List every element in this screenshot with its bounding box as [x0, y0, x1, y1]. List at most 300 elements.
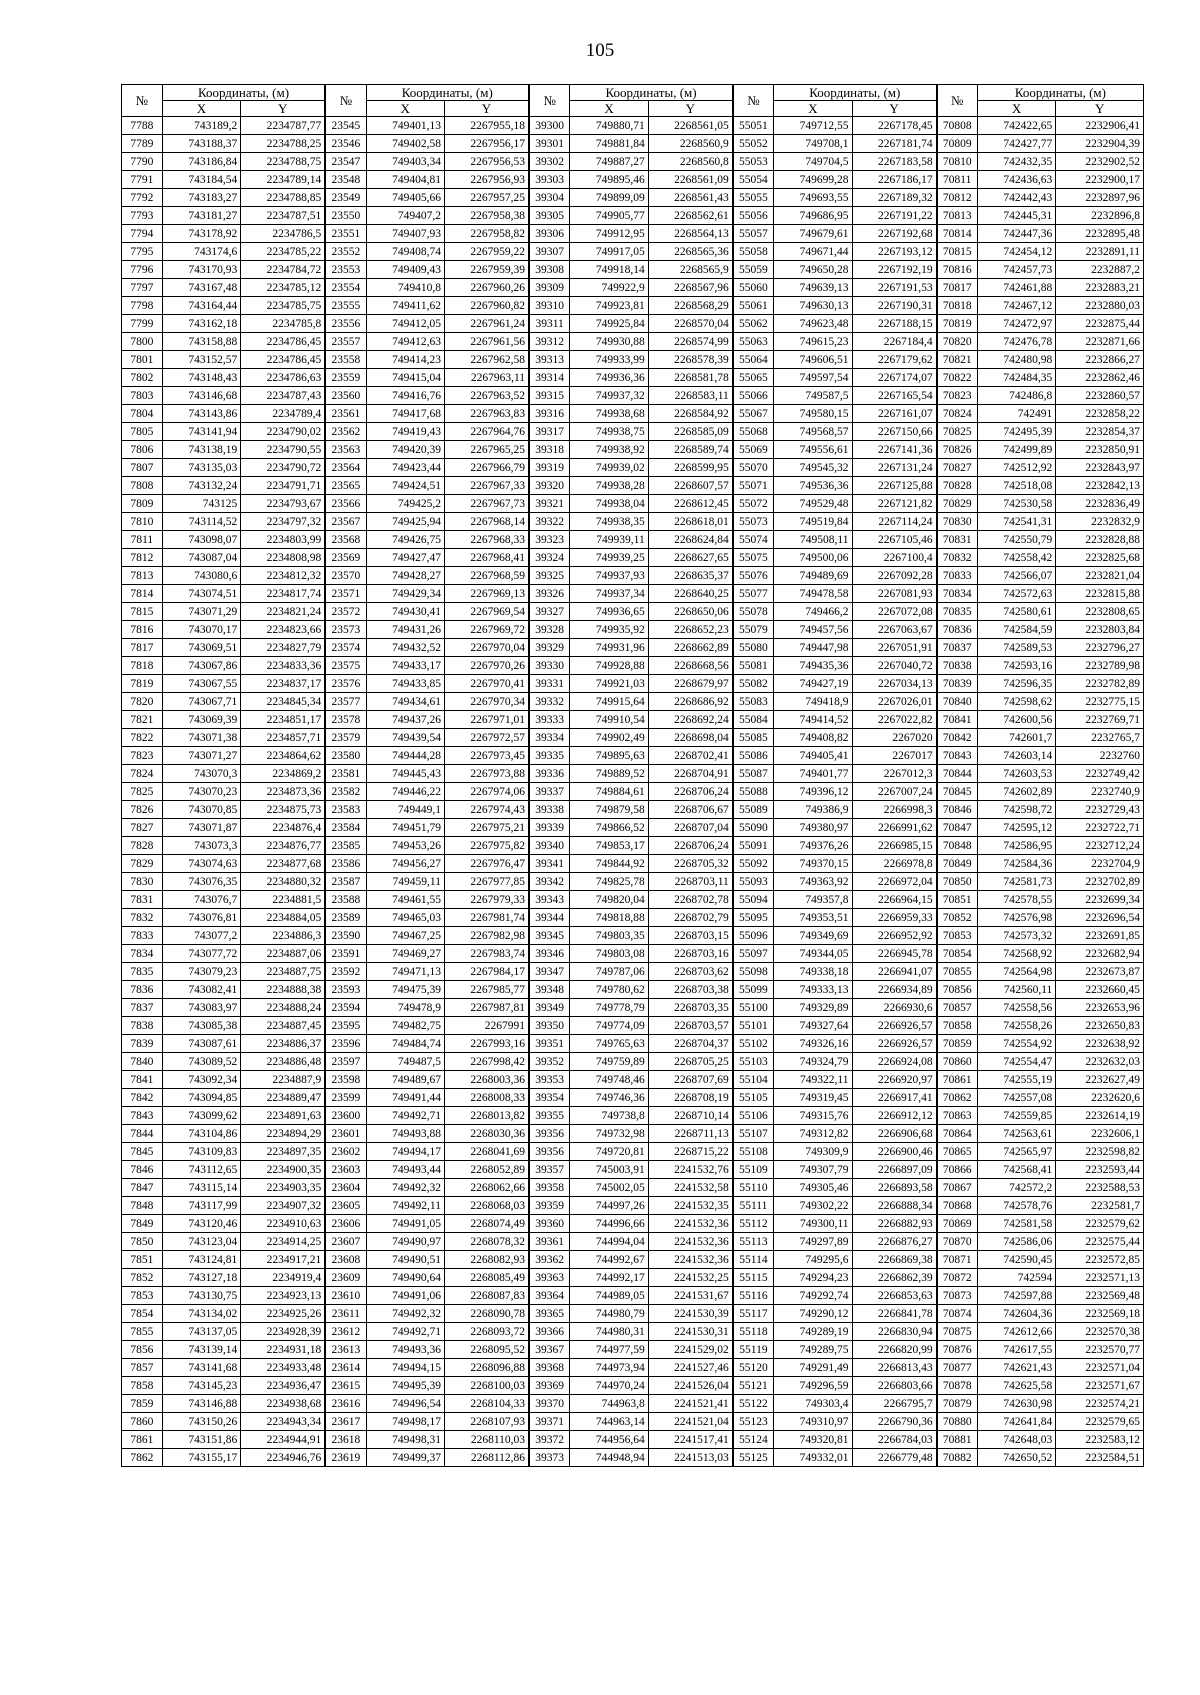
coord-y: 2268561,09 — [648, 171, 733, 189]
coord-x: 749332,01 — [774, 1449, 852, 1467]
coord-x: 742581,58 — [977, 1215, 1055, 1233]
coord-y: 2267958,38 — [444, 207, 529, 225]
table-row — [122, 1251, 1144, 1269]
coord-y: 2268585,09 — [648, 423, 733, 441]
coord-x: 743114,52 — [162, 513, 240, 531]
table-row — [122, 549, 1144, 567]
coord-y: 2267184,4 — [852, 333, 937, 351]
point-number: 39357 — [529, 1161, 570, 1179]
point-number: 55074 — [733, 531, 774, 549]
coord-y: 2266964,15 — [852, 891, 937, 909]
point-number: 39370 — [529, 1395, 570, 1413]
coord-y: 2232821,04 — [1056, 567, 1144, 585]
point-number: 7819 — [122, 675, 163, 693]
coord-y: 2268104,33 — [444, 1395, 529, 1413]
coord-x: 749499,37 — [366, 1449, 444, 1467]
coord-x: 749305,46 — [774, 1179, 852, 1197]
coord-y: 2267976,47 — [444, 855, 529, 873]
point-number: 23549 — [325, 189, 366, 207]
coord-y: 2234887,75 — [241, 963, 326, 981]
coord-x: 749408,74 — [366, 243, 444, 261]
coord-y: 2232760 — [1056, 747, 1144, 765]
point-number: 55073 — [733, 513, 774, 531]
coord-x: 742595,12 — [977, 819, 1055, 837]
coord-y: 2268100,03 — [444, 1377, 529, 1395]
coord-y: 2234900,35 — [241, 1161, 326, 1179]
coord-y: 2266803,66 — [852, 1377, 937, 1395]
coord-x: 749879,58 — [570, 801, 648, 819]
coord-y: 2268706,24 — [648, 783, 733, 801]
point-number: 23568 — [325, 531, 366, 549]
coord-y: 2267131,24 — [852, 459, 937, 477]
coord-x: 743098,07 — [162, 531, 240, 549]
coord-x: 749490,51 — [366, 1251, 444, 1269]
coord-y: 2267121,82 — [852, 495, 937, 513]
point-number: 7792 — [122, 189, 163, 207]
coord-x: 742572,63 — [977, 585, 1055, 603]
table-row — [122, 1161, 1144, 1179]
coord-x: 743070,85 — [162, 801, 240, 819]
coord-x: 749487,5 — [366, 1053, 444, 1071]
coord-y: 2234889,47 — [241, 1089, 326, 1107]
coord-y: 2234938,68 — [241, 1395, 326, 1413]
coord-y: 2267963,83 — [444, 405, 529, 423]
coord-y: 2232900,17 — [1056, 171, 1144, 189]
coord-x: 749370,15 — [774, 855, 852, 873]
coord-y: 2267192,68 — [852, 225, 937, 243]
point-number: 55098 — [733, 963, 774, 981]
coord-x: 749765,63 — [570, 1035, 648, 1053]
coord-x: 749404,81 — [366, 171, 444, 189]
coord-x: 743087,61 — [162, 1035, 240, 1053]
table-row — [122, 1233, 1144, 1251]
table-row — [122, 567, 1144, 585]
coord-x: 743130,75 — [162, 1287, 240, 1305]
point-number: 55062 — [733, 315, 774, 333]
coord-x: 743067,55 — [162, 675, 240, 693]
coord-x: 742495,39 — [977, 423, 1055, 441]
point-number: 39313 — [529, 351, 570, 369]
point-number: 39323 — [529, 531, 570, 549]
coord-x: 743183,27 — [162, 189, 240, 207]
coord-y: 2268627,65 — [648, 549, 733, 567]
point-number: 39322 — [529, 513, 570, 531]
table-row — [122, 225, 1144, 243]
coord-x: 742445,31 — [977, 207, 1055, 225]
coord-y: 2266926,57 — [852, 1017, 937, 1035]
coord-y: 2266926,57 — [852, 1035, 937, 1053]
point-number: 23609 — [325, 1269, 366, 1287]
coord-y: 2268110,03 — [444, 1431, 529, 1449]
point-number: 23570 — [325, 567, 366, 585]
coord-x: 749910,54 — [570, 711, 648, 729]
point-number: 23587 — [325, 873, 366, 891]
coord-x: 742580,61 — [977, 603, 1055, 621]
coord-y: 2232673,87 — [1056, 963, 1144, 981]
point-number: 39312 — [529, 333, 570, 351]
point-number: 39355 — [529, 1107, 570, 1125]
point-number: 55086 — [733, 747, 774, 765]
point-number: 39319 — [529, 459, 570, 477]
coord-y: 2268041,69 — [444, 1143, 529, 1161]
coord-x: 749386,9 — [774, 801, 852, 819]
point-number: 70845 — [937, 783, 978, 801]
point-number: 7814 — [122, 585, 163, 603]
coord-x: 749693,55 — [774, 189, 852, 207]
coord-x: 742604,36 — [977, 1305, 1055, 1323]
table-row — [122, 1449, 1144, 1467]
table-row — [122, 387, 1144, 405]
coord-y: 2267973,45 — [444, 747, 529, 765]
point-number: 70833 — [937, 567, 978, 585]
coord-x: 749344,05 — [774, 945, 852, 963]
point-number: 55109 — [733, 1161, 774, 1179]
coord-y: 2241532,36 — [648, 1251, 733, 1269]
coord-x: 749292,74 — [774, 1287, 852, 1305]
point-number: 7812 — [122, 549, 163, 567]
coord-x: 743092,34 — [162, 1071, 240, 1089]
table-row — [122, 783, 1144, 801]
coord-y: 2234790,55 — [241, 441, 326, 459]
coord-y: 2266920,97 — [852, 1071, 937, 1089]
coord-y: 2267026,01 — [852, 693, 937, 711]
coord-x: 743082,41 — [162, 981, 240, 999]
coord-x: 749922,9 — [570, 279, 648, 297]
coord-y: 2267969,54 — [444, 603, 529, 621]
coord-x: 742572,2 — [977, 1179, 1055, 1197]
coord-y: 2268082,93 — [444, 1251, 529, 1269]
header-number: № — [122, 85, 163, 117]
point-number: 7857 — [122, 1359, 163, 1377]
coord-x: 742593,16 — [977, 657, 1055, 675]
coord-x: 742597,88 — [977, 1287, 1055, 1305]
coord-x: 749738,8 — [570, 1107, 648, 1125]
coord-y: 2268570,04 — [648, 315, 733, 333]
coord-y: 2267114,24 — [852, 513, 937, 531]
point-number: 39334 — [529, 729, 570, 747]
coord-x: 749853,17 — [570, 837, 648, 855]
coord-y: 2234946,76 — [241, 1449, 326, 1467]
coord-x: 743141,94 — [162, 423, 240, 441]
coord-x: 749444,28 — [366, 747, 444, 765]
point-number: 55120 — [733, 1359, 774, 1377]
coord-y: 2234845,34 — [241, 693, 326, 711]
coord-x: 744973,94 — [570, 1359, 648, 1377]
coord-x: 749708,1 — [774, 135, 852, 153]
point-number: 7843 — [122, 1107, 163, 1125]
point-number: 23588 — [325, 891, 366, 909]
coord-y: 2232850,91 — [1056, 441, 1144, 459]
table-row — [122, 279, 1144, 297]
point-number: 39352 — [529, 1053, 570, 1071]
point-number: 23578 — [325, 711, 366, 729]
coord-y: 2232699,34 — [1056, 891, 1144, 909]
coord-x: 749519,84 — [774, 513, 852, 531]
point-number: 23579 — [325, 729, 366, 747]
coord-x: 743115,14 — [162, 1179, 240, 1197]
coord-y: 2268085,49 — [444, 1269, 529, 1287]
coord-x: 749409,43 — [366, 261, 444, 279]
table-row — [122, 603, 1144, 621]
coord-x: 743117,99 — [162, 1197, 240, 1215]
point-number: 23585 — [325, 837, 366, 855]
coord-x: 743155,17 — [162, 1449, 240, 1467]
table-body — [122, 117, 1144, 1467]
header-coordinates: Координаты, (м) — [977, 85, 1143, 101]
point-number: 70811 — [937, 171, 978, 189]
coord-y: 2234864,62 — [241, 747, 326, 765]
table-row — [122, 117, 1144, 135]
coord-y: 2234928,39 — [241, 1323, 326, 1341]
coord-y: 2234786,5 — [241, 225, 326, 243]
point-number: 55092 — [733, 855, 774, 873]
point-number: 55075 — [733, 549, 774, 567]
coord-x: 749902,49 — [570, 729, 648, 747]
coord-x: 743080,6 — [162, 567, 240, 585]
coord-y: 2268706,67 — [648, 801, 733, 819]
coord-y: 2266779,48 — [852, 1449, 937, 1467]
point-number: 55063 — [733, 333, 774, 351]
coord-x: 749427,47 — [366, 549, 444, 567]
coord-x: 749884,61 — [570, 783, 648, 801]
point-number: 7854 — [122, 1305, 163, 1323]
coord-x: 742564,98 — [977, 963, 1055, 981]
point-number: 55051 — [733, 117, 774, 135]
table-row — [122, 1395, 1144, 1413]
coord-y: 2268668,56 — [648, 657, 733, 675]
coord-y: 2232571,67 — [1056, 1377, 1144, 1395]
point-number: 39339 — [529, 819, 570, 837]
coord-x: 743189,2 — [162, 117, 240, 135]
coord-y: 2268711,13 — [648, 1125, 733, 1143]
coord-x: 749496,54 — [366, 1395, 444, 1413]
point-number: 39367 — [529, 1341, 570, 1359]
coord-y: 2266830,94 — [852, 1323, 937, 1341]
coord-y: 2234936,47 — [241, 1377, 326, 1395]
coord-x: 743077,72 — [162, 945, 240, 963]
coord-y: 2232782,89 — [1056, 675, 1144, 693]
coord-x: 749880,71 — [570, 117, 648, 135]
coord-y: 2234888,24 — [241, 999, 326, 1017]
header-coordinates: Координаты, (м) — [570, 85, 733, 101]
coord-x: 743167,48 — [162, 279, 240, 297]
coord-y: 2268565,9 — [648, 261, 733, 279]
coord-y: 2241521,41 — [648, 1395, 733, 1413]
point-number: 55089 — [733, 801, 774, 819]
coord-y: 2268030,36 — [444, 1125, 529, 1143]
point-number: 70840 — [937, 693, 978, 711]
point-number: 7789 — [122, 135, 163, 153]
point-number: 70824 — [937, 405, 978, 423]
header-y: Y — [1056, 101, 1144, 117]
table-row — [122, 1179, 1144, 1197]
coord-y: 2267970,04 — [444, 639, 529, 657]
point-number: 7840 — [122, 1053, 163, 1071]
coord-x: 742518,08 — [977, 477, 1055, 495]
coord-x: 743089,52 — [162, 1053, 240, 1071]
point-number: 55078 — [733, 603, 774, 621]
point-number: 70816 — [937, 261, 978, 279]
point-number: 55055 — [733, 189, 774, 207]
table-row — [122, 909, 1144, 927]
coord-x: 742480,98 — [977, 351, 1055, 369]
point-number: 39333 — [529, 711, 570, 729]
point-number: 39330 — [529, 657, 570, 675]
coord-x: 749491,05 — [366, 1215, 444, 1233]
coord-x: 742584,59 — [977, 621, 1055, 639]
coord-y: 2267193,12 — [852, 243, 937, 261]
coord-x: 749623,48 — [774, 315, 852, 333]
point-number: 70873 — [937, 1287, 978, 1305]
coord-y: 2232871,66 — [1056, 333, 1144, 351]
coord-y: 2232825,68 — [1056, 549, 1144, 567]
coord-y: 2267022,82 — [852, 711, 937, 729]
coord-x: 749459,11 — [366, 873, 444, 891]
coord-y: 2267959,22 — [444, 243, 529, 261]
coord-x: 749461,55 — [366, 891, 444, 909]
coord-x: 749425,94 — [366, 513, 444, 531]
coord-y: 2266945,78 — [852, 945, 937, 963]
coord-x: 742442,43 — [977, 189, 1055, 207]
point-number: 70843 — [937, 747, 978, 765]
coord-y: 2268662,89 — [648, 639, 733, 657]
coord-y: 2268003,36 — [444, 1071, 529, 1089]
coord-y: 2232883,21 — [1056, 279, 1144, 297]
coord-x: 749327,64 — [774, 1017, 852, 1035]
point-number: 70867 — [937, 1179, 978, 1197]
point-number: 70857 — [937, 999, 978, 1017]
point-number: 55123 — [733, 1413, 774, 1431]
point-number: 39361 — [529, 1233, 570, 1251]
table-row — [122, 1215, 1144, 1233]
coord-y: 2234884,05 — [241, 909, 326, 927]
point-number: 70865 — [937, 1143, 978, 1161]
coord-x: 749704,5 — [774, 153, 852, 171]
coord-y: 2241532,76 — [648, 1161, 733, 1179]
coord-x: 743071,87 — [162, 819, 240, 837]
point-number: 23575 — [325, 657, 366, 675]
coord-y: 2232769,71 — [1056, 711, 1144, 729]
point-number: 39303 — [529, 171, 570, 189]
coord-x: 742558,42 — [977, 549, 1055, 567]
point-number: 39308 — [529, 261, 570, 279]
coord-y: 2232579,65 — [1056, 1413, 1144, 1431]
point-number: 7806 — [122, 441, 163, 459]
coord-x: 743083,97 — [162, 999, 240, 1017]
point-number: 7807 — [122, 459, 163, 477]
header-y: Y — [852, 101, 937, 117]
coord-x: 742590,45 — [977, 1251, 1055, 1269]
point-number: 7848 — [122, 1197, 163, 1215]
point-number: 23599 — [325, 1089, 366, 1107]
point-number: 55079 — [733, 621, 774, 639]
coord-x: 742476,78 — [977, 333, 1055, 351]
point-number: 70820 — [937, 333, 978, 351]
coord-x: 749456,27 — [366, 855, 444, 873]
coord-x: 743132,24 — [162, 477, 240, 495]
point-number: 39341 — [529, 855, 570, 873]
table-row — [122, 1089, 1144, 1107]
point-number: 23565 — [325, 477, 366, 495]
coord-y: 2268703,62 — [648, 963, 733, 981]
coord-y: 2234875,73 — [241, 801, 326, 819]
coord-y: 2232593,44 — [1056, 1161, 1144, 1179]
point-number: 7809 — [122, 495, 163, 513]
coord-x: 749329,89 — [774, 999, 852, 1017]
point-number: 70851 — [937, 891, 978, 909]
point-number: 39338 — [529, 801, 570, 819]
header-number: № — [325, 85, 366, 117]
point-number: 23551 — [325, 225, 366, 243]
point-number: 39300 — [529, 117, 570, 135]
point-number: 55122 — [733, 1395, 774, 1413]
coord-y: 2232880,03 — [1056, 297, 1144, 315]
point-number: 55068 — [733, 423, 774, 441]
point-number: 39356 — [529, 1125, 570, 1143]
point-number: 23604 — [325, 1179, 366, 1197]
coord-x: 742603,14 — [977, 747, 1055, 765]
point-number: 7818 — [122, 657, 163, 675]
point-number: 7801 — [122, 351, 163, 369]
coord-x: 743138,19 — [162, 441, 240, 459]
point-number: 23602 — [325, 1143, 366, 1161]
coord-y: 2267960,82 — [444, 297, 529, 315]
coord-x: 742422,65 — [977, 117, 1055, 135]
point-number: 39362 — [529, 1251, 570, 1269]
point-number: 39360 — [529, 1215, 570, 1233]
coord-x: 742457,73 — [977, 261, 1055, 279]
coord-x: 749639,13 — [774, 279, 852, 297]
point-number: 23605 — [325, 1197, 366, 1215]
coord-x: 743137,05 — [162, 1323, 240, 1341]
point-number: 7832 — [122, 909, 163, 927]
coord-x: 749921,03 — [570, 675, 648, 693]
coord-x: 749349,69 — [774, 927, 852, 945]
coord-x: 749889,52 — [570, 765, 648, 783]
point-number: 70812 — [937, 189, 978, 207]
point-number: 23563 — [325, 441, 366, 459]
coord-y: 2268560,9 — [648, 135, 733, 153]
coord-y: 2241532,36 — [648, 1233, 733, 1251]
coord-x: 749492,71 — [366, 1323, 444, 1341]
point-number: 70864 — [937, 1125, 978, 1143]
coord-x: 749778,79 — [570, 999, 648, 1017]
point-number: 23586 — [325, 855, 366, 873]
coord-x: 749732,98 — [570, 1125, 648, 1143]
point-number: 7788 — [122, 117, 163, 135]
point-number: 7858 — [122, 1377, 163, 1395]
coord-x: 744963,8 — [570, 1395, 648, 1413]
coord-x: 749439,54 — [366, 729, 444, 747]
coord-x: 743127,18 — [162, 1269, 240, 1287]
point-number: 7844 — [122, 1125, 163, 1143]
coord-x: 749300,11 — [774, 1215, 852, 1233]
point-number: 39307 — [529, 243, 570, 261]
coord-x: 744970,24 — [570, 1377, 648, 1395]
point-number: 23603 — [325, 1161, 366, 1179]
coord-x: 742427,77 — [977, 135, 1055, 153]
table-row — [122, 675, 1144, 693]
coord-y: 2266924,08 — [852, 1053, 937, 1071]
coord-y: 2232575,44 — [1056, 1233, 1144, 1251]
point-number: 23580 — [325, 747, 366, 765]
coord-y: 2266934,89 — [852, 981, 937, 999]
point-number: 39340 — [529, 837, 570, 855]
coord-x: 749408,82 — [774, 729, 852, 747]
coord-y: 2267100,4 — [852, 549, 937, 567]
coord-y: 2234821,24 — [241, 603, 326, 621]
coord-y: 2267191,53 — [852, 279, 937, 297]
